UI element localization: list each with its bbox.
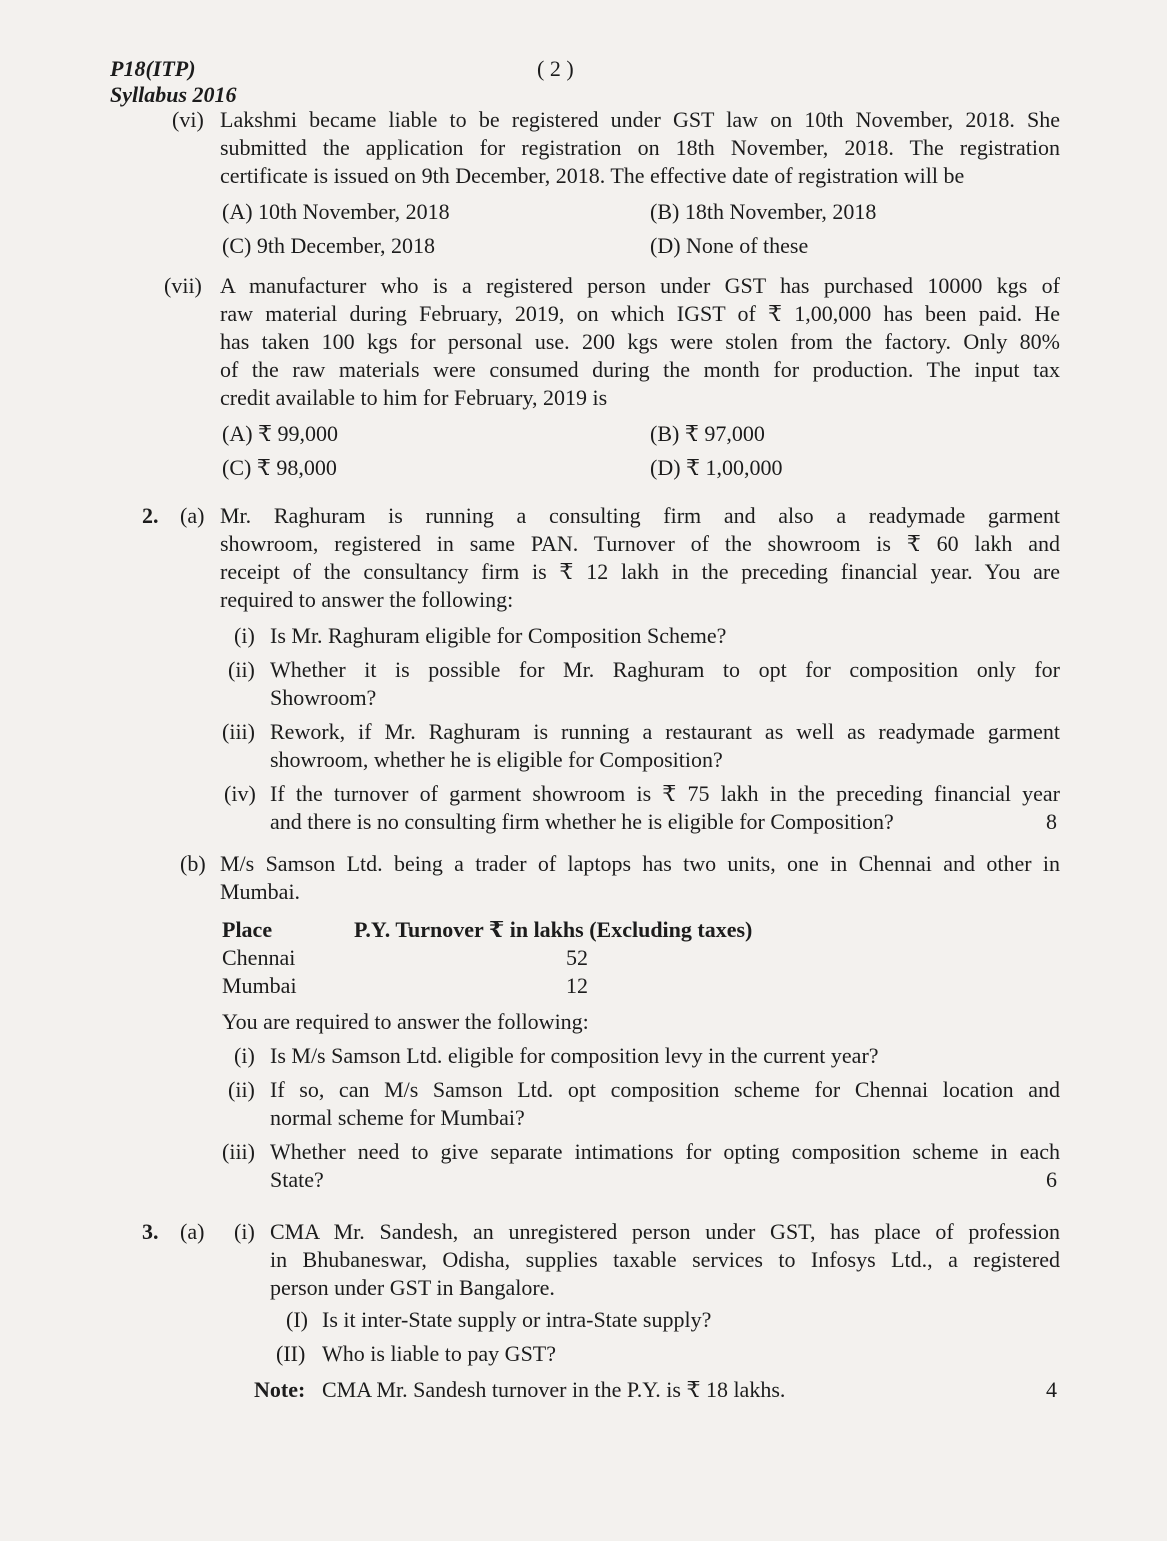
text-line: Whether it is possible for Mr. Raghuram to opt for composition only for bbox=[270, 657, 1060, 682]
table-cell-turnover: 12 bbox=[566, 973, 588, 998]
text-line: normal scheme for Mumbai? bbox=[270, 1105, 525, 1130]
marks-2a: 8 bbox=[1046, 809, 1057, 834]
paper-code: P18(ITP) bbox=[110, 56, 196, 81]
page-number: ( 2 ) bbox=[537, 56, 574, 81]
text-line: Is Mr. Raghuram eligible for Composition Scheme? bbox=[270, 623, 727, 648]
table-header-place: Place bbox=[222, 917, 273, 942]
question-3a-label: (a) bbox=[180, 1219, 205, 1244]
text-line: of the raw materials were consumed during the month for production. The input tax bbox=[220, 357, 1060, 382]
sub-question-text bbox=[270, 622, 1060, 650]
text-line: required to answer the following: bbox=[220, 587, 514, 612]
text-line: in Bhubaneswar, Odisha, supplies taxable services to Infosys Ltd., a registered bbox=[270, 1247, 1060, 1272]
question-2b-text bbox=[220, 850, 1060, 906]
option-a: (A) ₹ 99,000 bbox=[222, 421, 339, 446]
part-text: Who is liable to pay GST? bbox=[322, 1341, 557, 1366]
text-line: receipt of the consultancy firm is ₹ 12 lakh in the preceding financial year. You are bbox=[220, 559, 1060, 584]
text-line: Showroom? bbox=[270, 685, 377, 710]
text-line: Mumbai. bbox=[220, 879, 301, 904]
sub-question-number: (iii) bbox=[222, 1139, 255, 1164]
sub-question-text bbox=[270, 1138, 1060, 1194]
text-line: credit available to him for February, 2019 is bbox=[220, 385, 608, 410]
sub-question-text bbox=[270, 718, 1060, 774]
text-line: You are required to answer the following: bbox=[222, 1009, 589, 1034]
text-line: Mr. Raghuram is running a consulting firm and also a readymade garment bbox=[220, 503, 1060, 528]
sub-question-number: (ii) bbox=[228, 657, 255, 682]
text-line: has taken 100 kgs for personal use. 200 kgs were stolen from the factory. Only 80% bbox=[220, 329, 1060, 354]
text-line: Lakshmi became liable to be registered under GST law on 10th November, 2018. She bbox=[220, 107, 1060, 132]
table-cell-place: Chennai bbox=[222, 945, 296, 970]
option-c: (C) ₹ 98,000 bbox=[222, 455, 337, 480]
sub-question-number: (i) bbox=[234, 1219, 255, 1244]
sub-question-text bbox=[270, 1042, 1060, 1070]
question-vii-number: (vii) bbox=[164, 273, 202, 298]
sub-question-text bbox=[270, 1076, 1060, 1132]
text-line: showroom, registered in same PAN. Turnover of the showroom is ₹ 60 lakh and bbox=[220, 531, 1060, 556]
text-line: certificate is issued on 9th December, 2018. The effective date of registration will be bbox=[220, 163, 965, 188]
sub-question-number: (ii) bbox=[228, 1077, 255, 1102]
question-vi-text bbox=[220, 106, 1060, 190]
option-b: (B) ₹ 97,000 bbox=[650, 421, 765, 446]
question-2b-intro bbox=[222, 1008, 922, 1036]
text-line: Rework, if Mr. Raghuram is running a restaurant as well as readymade garment bbox=[270, 719, 1060, 744]
text-line: If so, can M/s Samson Ltd. opt composition scheme for Chennai location and bbox=[270, 1077, 1060, 1102]
question-2a-label: (a) bbox=[180, 503, 205, 528]
sub-question-number: (i) bbox=[234, 1043, 255, 1068]
note-label: Note: bbox=[254, 1377, 306, 1402]
text-line: and there is no consulting firm whether he is eligible for Composition? bbox=[270, 809, 894, 834]
table-cell-place: Mumbai bbox=[222, 973, 297, 998]
part-number: (II) bbox=[276, 1341, 306, 1366]
sub-question-text bbox=[270, 780, 1060, 836]
text-line: A manufacturer who is a registered person under GST has purchased 10000 kgs of bbox=[220, 273, 1060, 298]
question-vii-text bbox=[220, 272, 1060, 412]
question-vi-number: (vi) bbox=[172, 107, 204, 132]
syllabus-label: Syllabus 2016 bbox=[110, 82, 237, 107]
text-line: CMA Mr. Sandesh, an unregistered person under GST, has place of profession bbox=[270, 1219, 1060, 1244]
sub-question-number: (iii) bbox=[222, 719, 255, 744]
option-d: (D) ₹ 1,00,000 bbox=[650, 455, 783, 480]
question-2-number: 2. bbox=[142, 503, 159, 528]
text-line: State? bbox=[270, 1167, 324, 1192]
part-text: Is it inter-State supply or intra-State supply? bbox=[322, 1307, 712, 1332]
table-cell-turnover: 52 bbox=[566, 945, 588, 970]
option-d: (D) None of these bbox=[650, 233, 809, 258]
text-line: Is M/s Samson Ltd. eligible for composition levy in the current year? bbox=[270, 1043, 879, 1068]
question-2a-text bbox=[220, 502, 1060, 614]
text-line: If the turnover of garment showroom is ₹ 75 lakh in the preceding financial year bbox=[270, 781, 1060, 806]
text-line: submitted the application for registration on 18th November, 2018. The registration bbox=[220, 135, 1060, 160]
option-c: (C) 9th December, 2018 bbox=[222, 233, 435, 258]
text-line: raw material during February, 2019, on which IGST of ₹ 1,00,000 has been paid. He bbox=[220, 301, 1060, 326]
note-text: CMA Mr. Sandesh turnover in the P.Y. is ₹ 18 lakhs. bbox=[322, 1377, 786, 1402]
marks-2b: 6 bbox=[1046, 1167, 1057, 1192]
sub-question-text bbox=[270, 656, 1060, 712]
option-b: (B) 18th November, 2018 bbox=[650, 199, 877, 224]
table-header-turnover: P.Y. Turnover ₹ in lakhs (Excluding taxes) bbox=[354, 917, 753, 942]
part-number: (I) bbox=[286, 1307, 308, 1332]
option-a: (A) 10th November, 2018 bbox=[222, 199, 450, 224]
text-line: M/s Samson Ltd. being a trader of laptops has two units, one in Chennai and other in bbox=[220, 851, 1060, 876]
marks-3a: 4 bbox=[1046, 1377, 1057, 1402]
question-3-number: 3. bbox=[142, 1219, 159, 1244]
question-2b-label: (b) bbox=[180, 851, 206, 876]
text-line: showroom, whether he is eligible for Composition? bbox=[270, 747, 723, 772]
sub-question-number: (iv) bbox=[224, 781, 256, 806]
text-line: Whether need to give separate intimations for opting composition scheme in each bbox=[270, 1139, 1060, 1164]
question-3a-text bbox=[270, 1218, 1060, 1302]
text-line: person under GST in Bangalore. bbox=[270, 1275, 555, 1300]
sub-question-number: (i) bbox=[234, 623, 255, 648]
